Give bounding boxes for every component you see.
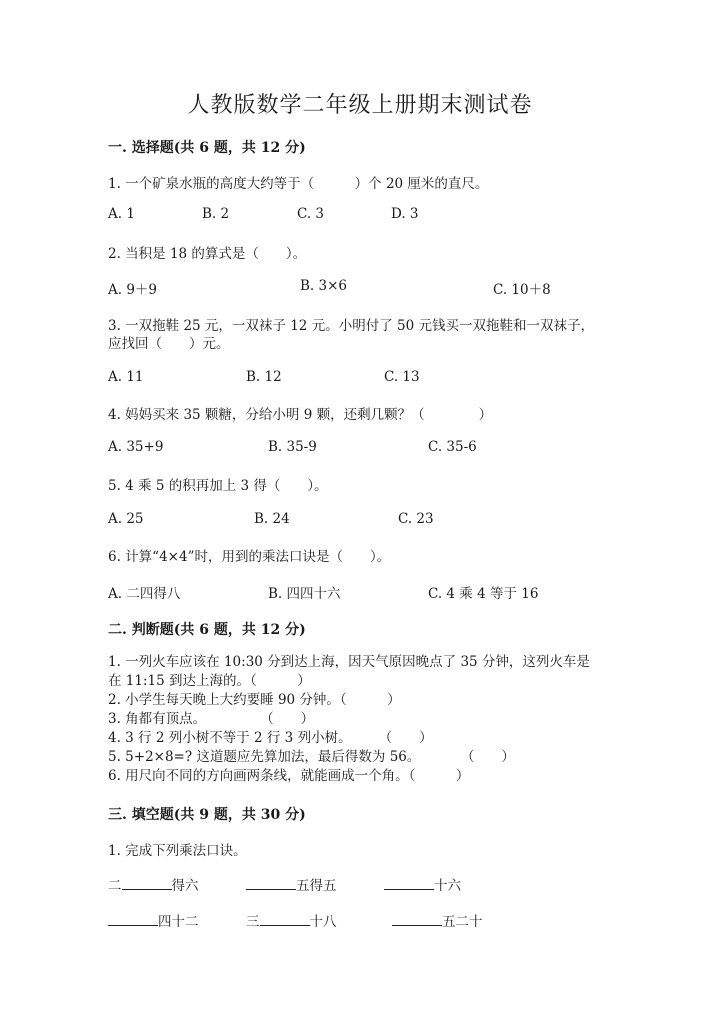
judge-item-1: 1. 一列火车应该在 10:30 分到达上海，因天气原因晚点了 35 分钟，这列火车是 bbox=[108, 654, 590, 670]
fill-item-post: 十八 bbox=[309, 914, 337, 930]
answer-blank[interactable] bbox=[384, 876, 434, 890]
question-2: 2. 当积是 18 的算式是（ ）。 bbox=[108, 246, 307, 262]
fill-item-post: 四十二 bbox=[158, 914, 199, 930]
answer-blank[interactable] bbox=[246, 876, 296, 890]
question-4: 4. 妈妈买来 35 颗糖，分给小明 9 颗，还剩几颗？（ ） bbox=[108, 407, 493, 423]
option-q1-a: A. 1 bbox=[108, 206, 135, 222]
option-q5-b: B. 24 bbox=[254, 511, 290, 527]
option-q1-d: D. 3 bbox=[391, 206, 419, 222]
option-q2-b: B. 3×6 bbox=[300, 278, 347, 294]
option-q2-c: C. 10＋8 bbox=[493, 282, 551, 298]
option-q3-a: A. 11 bbox=[108, 369, 144, 385]
question-1: 1. 一个矿泉水瓶的高度大约等于（ ）个 20 厘米的直尺。 bbox=[108, 176, 489, 192]
judge-item-6: 6. 用尺向不同的方向画两条线，就能画成一个角。（ ） bbox=[108, 768, 470, 784]
option-q4-b: B. 35-9 bbox=[268, 439, 317, 455]
judge-item-3: 3. 角都有顶点。 （ ） bbox=[108, 711, 315, 727]
fill-item-post: 五得五 bbox=[296, 878, 337, 894]
page-title: 人教版数学二年级上册期末测试卷 bbox=[187, 93, 533, 118]
question-3-line2: 应找回（ ）元。 bbox=[108, 336, 230, 352]
section-heading-choice: 一. 选择题(共 6 题，共 12 分) bbox=[108, 140, 306, 156]
fill-item-5 bbox=[246, 910, 337, 930]
option-q1-b: B. 2 bbox=[202, 206, 230, 222]
section-heading-judge: 二. 判断题(共 6 题，共 12 分) bbox=[108, 622, 306, 638]
judge-item-1-line2: 在 11:15 到达上海的。（ ） bbox=[108, 673, 311, 689]
option-q1-c: C. 3 bbox=[297, 206, 325, 222]
fill-item-2 bbox=[246, 874, 337, 894]
fill-item-post: 十六 bbox=[434, 878, 461, 894]
question-5: 5. 4 乘 5 的积再加上 3 得（ ）。 bbox=[108, 478, 328, 494]
fill-item-pre: 三 bbox=[246, 914, 260, 930]
answer-blank[interactable] bbox=[260, 912, 310, 926]
answer-blank[interactable] bbox=[108, 912, 158, 926]
question-6: 6. 计算“4×4”时，用到的乘法口诀是（ ）。 bbox=[108, 549, 391, 565]
judge-item-4: 4. 3 行 2 列小树不等于 2 行 3 列小树。 （ ） bbox=[108, 730, 433, 746]
option-q5-c: C. 23 bbox=[398, 511, 434, 527]
fill-item-6 bbox=[392, 910, 483, 930]
fill-item-3 bbox=[384, 874, 461, 894]
option-q6-a: A. 二四得八 bbox=[108, 586, 181, 602]
fill-item-post: 五二十 bbox=[442, 914, 483, 930]
option-q3-c: C. 13 bbox=[384, 369, 420, 385]
fill-item-post: 得六 bbox=[171, 878, 199, 894]
fill-item-1 bbox=[108, 874, 199, 894]
fill-item-pre: 二 bbox=[108, 878, 122, 894]
judge-item-2: 2. 小学生每天晚上大约要睡 90 分钟。（ ） bbox=[108, 692, 401, 708]
option-q4-c: C. 35-6 bbox=[428, 439, 477, 455]
section-heading-fill: 三. 填空题(共 9 题，共 30 分) bbox=[108, 807, 306, 823]
option-q3-b: B. 12 bbox=[246, 369, 282, 385]
fill-question-1: 1. 完成下列乘法口诀。 bbox=[108, 843, 247, 859]
option-q5-a: A. 25 bbox=[108, 511, 144, 527]
option-q6-c: C. 4 乘 4 等于 16 bbox=[428, 586, 539, 602]
option-q6-b: B. 四四十六 bbox=[268, 586, 341, 602]
judge-item-5: 5. 5+2×8=? 这道题应先算加法，最后得数为 56。 （ ） bbox=[108, 749, 515, 765]
answer-blank[interactable] bbox=[392, 912, 442, 926]
question-3: 3. 一双拖鞋 25 元，一双袜子 12 元。小明付了 50 元钱买一双拖鞋和一双袜子， bbox=[108, 318, 594, 334]
option-q4-a: A. 35+9 bbox=[108, 439, 164, 455]
fill-item-4 bbox=[108, 910, 199, 930]
answer-blank[interactable] bbox=[122, 876, 172, 890]
option-q2-a: A. 9＋9 bbox=[108, 282, 158, 298]
